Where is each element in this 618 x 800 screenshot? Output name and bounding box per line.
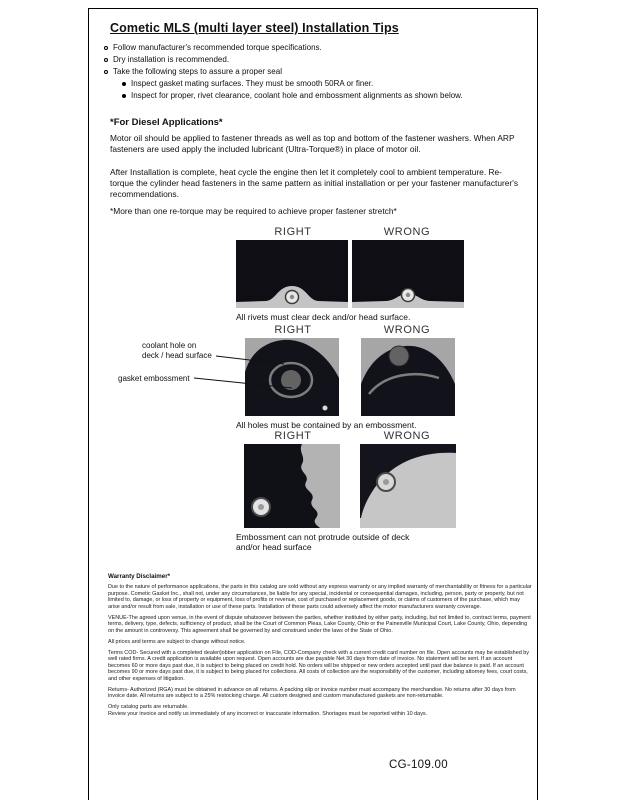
- circle-bullet-icon: [104, 46, 108, 50]
- diesel-applications-heading: *For Diesel Applications*: [110, 117, 223, 128]
- page-title: Cometic MLS (multi layer steel) Installation Tips: [110, 21, 399, 35]
- callout-gasket-embossment: gasket embossment: [118, 374, 190, 383]
- right-label: RIGHT: [274, 226, 312, 238]
- dot-bullet-icon: [122, 94, 126, 98]
- disclaimer-paragraph: VENUE-The agreed upon venue, in the event of dispute whatsoever between the parties, whether instituted by either party, including, but not limited to, contract terms, payment terms, delivery, type, defects, sufficiency of product, shall be the Court of Common Pleas, Lake County, Ohio or the Painesville Municipal Court, Lake County, Ohio, depending on the amount in controversy. This agreement shall be governed by and construed under the laws of the State of Ohio.: [108, 614, 531, 634]
- list-item: [122, 79, 524, 90]
- coolant-hole-icon: [389, 346, 409, 366]
- list-item-text: Inspect gasket mating surfaces. They must be smooth 50RA or finer.: [131, 79, 374, 88]
- figure-cell: [352, 444, 464, 528]
- protrusion-wrong-image: [360, 444, 456, 528]
- right-label: RIGHT: [274, 324, 312, 336]
- right-label: RIGHT: [274, 430, 312, 442]
- circle-bullet-icon: [104, 70, 108, 74]
- list-item: [104, 55, 524, 66]
- diesel-paragraph-1: Motor oil should be applied to fastener threads as well as top and bottom of the fastener washers. When ARP fasteners are used apply the included lubricant (Ultra-Torque®) in place of motor oil.: [110, 133, 515, 154]
- embossment-wrong-image: [361, 338, 455, 416]
- disclaimer-paragraph: Terms COD- Secured with a completed dealer/jobber application on File, COD-Company check with a current credit card number on file. Open accounts may be established by well rated firms. A credit application is available upon request. Open accounts are due payable Net 30 days from date of invoice. No statement will be sent. If an account becomes 60 or more days past due, it is subject to being placed on credit hold. No orders will be shipped or new orders accepted until past due balance is paid. If an account becomes 90 or more days past due, it is subject to being placed for collections. All costs of collection are the responsibility of the customer, including attorney fees, court costs, and other expenses of litigation.: [108, 649, 529, 682]
- diesel-paragraph-2: After Installation is complete, heat cycle the engine then let it completely cool to ambient temperature. Re-torque the cylinder head fasteners in the same pattern as initial installation or per your fastener manufacturer's recommendations.: [110, 167, 519, 199]
- callout-text: deck / head surface: [142, 351, 212, 360]
- figure-rivet-clearance: [236, 226, 464, 322]
- list-item: [104, 43, 524, 54]
- wrong-label: WRONG: [383, 226, 431, 238]
- disclaimer-paragraph: All prices and terms are subject to change without notice.: [108, 638, 246, 645]
- wrong-label: WRONG: [383, 430, 431, 442]
- list-item: [122, 91, 524, 102]
- figure-labels: [236, 430, 464, 442]
- list-item-text: Follow manufacturer's recommended torque specifications.: [113, 43, 322, 52]
- figure-labels: [236, 226, 464, 238]
- wrong-label: WRONG: [383, 324, 431, 336]
- list-item-text: Take the following steps to assure a proper seal: [113, 67, 282, 76]
- figure-panels: [236, 444, 464, 528]
- figure-panels: [236, 240, 464, 308]
- circle-bullet-icon: [104, 58, 108, 62]
- figure-cell: [236, 444, 348, 528]
- figure-caption: All rivets must clear deck and/or head surface.: [236, 312, 411, 322]
- figure-cell: [352, 240, 464, 308]
- callout-text: coolant hole on: [142, 341, 197, 350]
- disclaimer-paragraph: Only catalog parts are returnable.: [108, 704, 189, 710]
- warranty-disclaimer: [108, 573, 532, 722]
- figure-cell: [352, 338, 464, 416]
- list-item: [104, 67, 524, 78]
- page-number: CG-109.00: [389, 759, 448, 771]
- tips-list: [104, 43, 524, 103]
- rivet-wrong-image: [352, 240, 464, 308]
- figure-cell: [236, 240, 348, 308]
- list-item-text: Inspect for proper, rivet clearance, coolant hole and embossment alignments as shown below.: [131, 91, 463, 100]
- figure-labels: [236, 324, 464, 336]
- disclaimer-paragraph: Review your invoice and notify us immediately of any incorrect or inaccurate information. Shortages must be reported within 10 days.: [108, 710, 428, 717]
- rivet-right-image: [236, 240, 348, 308]
- retorque-note: *More than one re-torque may be required to achieve proper fastener stretch*: [110, 206, 397, 216]
- list-item-text: Dry installation is recommended.: [113, 55, 230, 64]
- protrusion-right-image: [244, 444, 340, 528]
- figure-caption: Embossment can not protrude outside of deck and/or head surface: [236, 532, 410, 552]
- disclaimer-paragraph: Returns- Authorized (RGA) must be obtained in advance on all returns. A packing slip or invoice number must accompany the merchandise. No returns after 30 days from invoice date. All returns are subject to a 25% restocking charge. All custom designed and custom manufactured gaskets are non-returnable.: [108, 686, 516, 699]
- dot-bullet-icon: [122, 82, 126, 86]
- callout-pointer-lines: [188, 346, 304, 392]
- disclaimer-heading: Warranty Disclaimer*: [108, 573, 171, 580]
- figure-embossment-protrusion: [236, 430, 464, 552]
- disclaimer-paragraph: Due to the nature of performance applications, the parts in this catalog are sold without any express warranty or any implied warranty of merchantability or fitness for a particular purpose. Cometic Gasket Inc., shall not, under any circumstances, be liable for any special, incidental or consequential damages, including, person, party or property, but not limited to, damage, or loss of property or equipment, loss of profits or revenue, cost of purchased or replacement goods, or claims of customers of the purchase, which may arise and/or result from sale, installation or use of these parts. Installation of these parts could adversely affect the motor manufacturers warranty coverage.: [108, 584, 532, 610]
- figure-caption: All holes must be contained by an embossment.: [236, 420, 417, 430]
